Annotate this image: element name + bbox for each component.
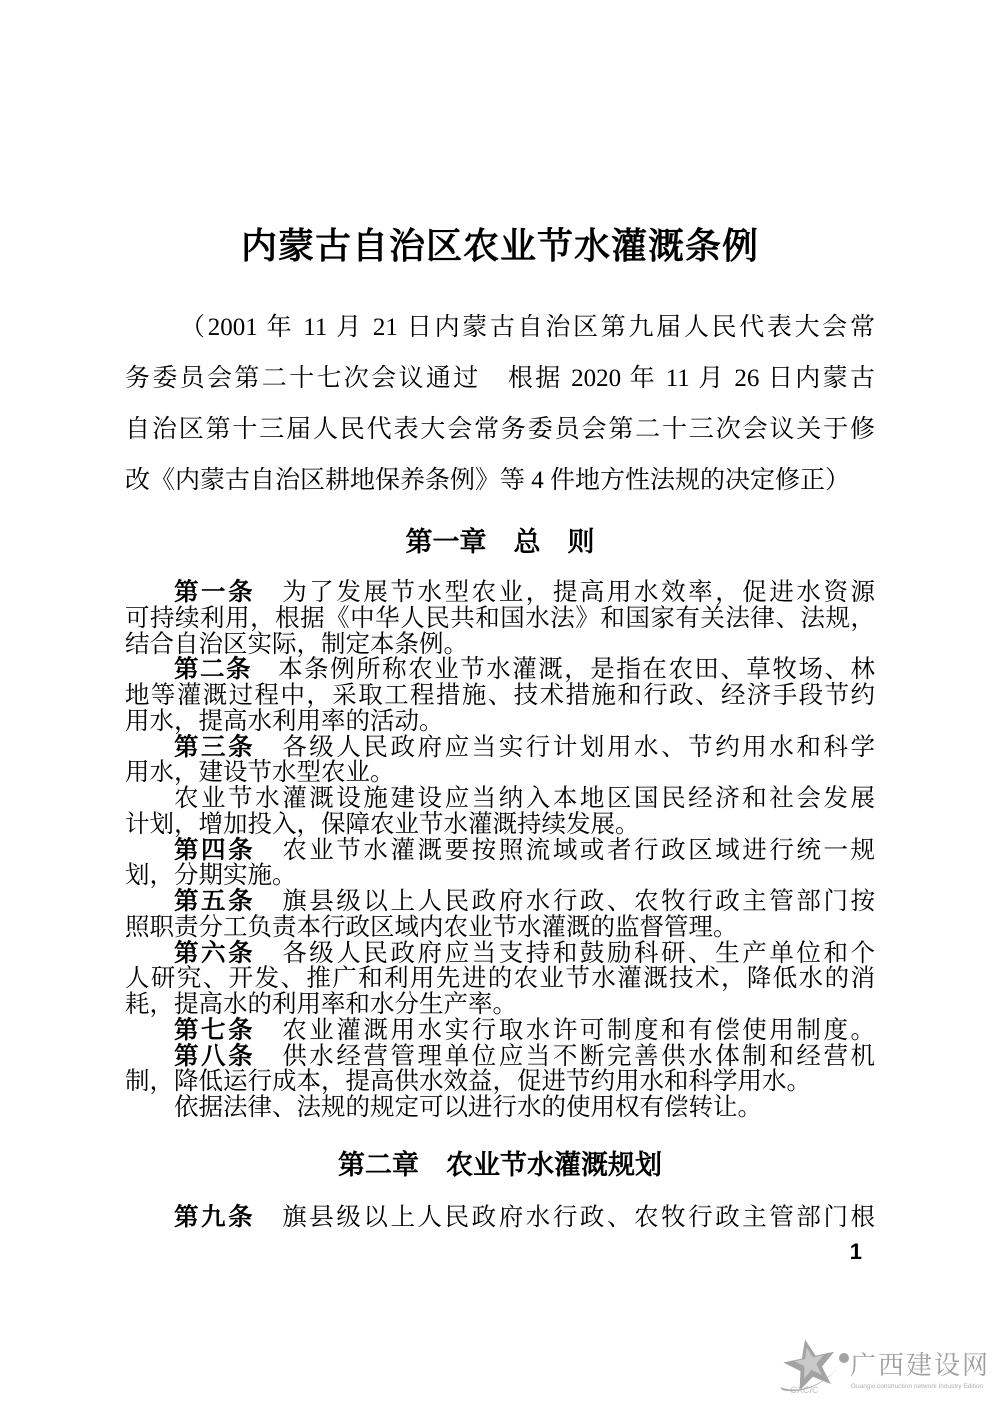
article-line-text: 农业节水灌溉要按照流域或者行政区域进行统一规 xyxy=(255,836,876,864)
article-line xyxy=(125,632,875,658)
article-line xyxy=(125,889,875,915)
article-line xyxy=(125,606,875,632)
article-line-text: 供水经营管理单位应当不断完善供水体制和经营机 xyxy=(255,1042,876,1070)
footer-logo xyxy=(768,1335,991,1399)
preamble xyxy=(125,302,875,506)
article-line-text: 可持续利用，根据《中华人民共和国水法》和国家有关法律、法规， xyxy=(125,604,875,632)
preamble-line: 自治区第十三届人民代表大会常务委员会第二十三次会议关于修 xyxy=(125,416,875,443)
article-line-text: 制，降低运行成本，提高供水效益，促进节约用水和科学用水。 xyxy=(125,1068,811,1096)
article-line-text: 依据法律、法规的规定可以进行水的使用权有偿转让。 xyxy=(174,1094,762,1121)
article-number: 第六条 xyxy=(174,939,256,967)
article-line-text: 照职责分工负责本行政区域内农业节水灌溉的监督管理。 xyxy=(125,913,738,941)
star-mark-text: GXCIC xyxy=(790,1385,819,1395)
article-line-text: 各级人民政府应当实行计划用水、节约用水和科学 xyxy=(255,733,876,761)
article-line xyxy=(125,838,875,864)
article-line xyxy=(125,992,875,1018)
page-title: 内蒙古自治区农业节水灌溉条例 xyxy=(240,225,759,266)
article-line xyxy=(125,657,875,683)
article-number: 第八条 xyxy=(174,1042,256,1070)
chapter-2-heading: 第二章 农业节水灌溉规划 xyxy=(338,1150,662,1180)
article-number: 第二条 xyxy=(174,656,253,684)
preamble-line: （2001 年 11 月 21 日内蒙古自治区第九届人民代表大会常 xyxy=(180,314,875,341)
article-line-text: 农业节水灌溉设施建设应当纳入本地区国民经济和社会发展 xyxy=(174,785,875,812)
article-line xyxy=(125,863,875,889)
logo-name: 广西建设网 xyxy=(850,1350,991,1380)
chapter-1-heading: 第一章 总 则 xyxy=(405,527,595,557)
article-line xyxy=(125,1069,875,1095)
article-line xyxy=(125,683,875,709)
article-line xyxy=(125,941,875,967)
article-line xyxy=(125,760,875,786)
article-number: 第九条 xyxy=(174,1204,256,1231)
article-line xyxy=(125,1205,875,1231)
article-line xyxy=(125,786,875,812)
article-line-text: 农业灌溉用水实行取水许可制度和有偿使用制度。 xyxy=(255,1016,876,1044)
preamble-line: 务委员会第二十七次会议通过 根据 2020 年 11 月 26 日内蒙古 xyxy=(125,365,875,392)
article-line-text: 旗县级以上人民政府水行政、农牧行政主管部门按 xyxy=(255,888,876,915)
page-number: 1 xyxy=(849,1239,862,1264)
article-line xyxy=(125,915,875,941)
article-line-text: 旗县级以上人民政府水行政、农牧行政主管部门根 xyxy=(255,1204,876,1231)
article-number: 第五条 xyxy=(174,888,256,915)
article-line-text: 各级人民政府应当支持和鼓励科研、生产单位和个 xyxy=(255,939,876,967)
article-line-text: 计划，增加投入，保障农业节水灌溉持续发展。 xyxy=(125,810,640,838)
article-line xyxy=(125,1095,875,1121)
star-icon xyxy=(776,1337,850,1397)
article-line xyxy=(125,709,875,735)
article-number: 第四条 xyxy=(174,836,256,864)
article-line xyxy=(125,966,875,992)
article-line xyxy=(125,735,875,761)
article-line-text: 用水，建设节水型农业。 xyxy=(125,759,395,787)
article-line-text: 为了发展节水型农业，提高用水效率，促进水资源 xyxy=(255,579,876,606)
article-line-text: 结合自治区实际，制定本条例。 xyxy=(125,630,468,658)
article-line xyxy=(125,812,875,838)
article-line-text: 人研究、开发、推广和利用先进的农业节水灌溉技术，降低水的消 xyxy=(125,965,875,993)
article-line-text: 地等灌溉过程中，采取工程措施、技术措施和行政、经济手段节约 xyxy=(125,682,875,709)
logo-subtitle: Guangxi construction network Industry Edition xyxy=(851,1383,984,1390)
article-number: 第一条 xyxy=(174,579,256,606)
article-line-text: 本条例所称农业节水灌溉，是指在农田、草牧场、林 xyxy=(252,656,876,684)
article-line xyxy=(125,1018,875,1044)
article-number: 第三条 xyxy=(174,733,256,761)
article-line-text: 用水，提高水利用率的活动。 xyxy=(125,707,444,735)
article-line-text: 耗，提高水的利用率和水分生产率。 xyxy=(125,991,517,1018)
article-line xyxy=(125,1044,875,1070)
article-line-text: 划，分期实施。 xyxy=(125,862,297,890)
articles-text xyxy=(125,580,875,1121)
article-number: 第七条 xyxy=(174,1016,256,1044)
preamble-line: 改《内蒙古自治区耕地保养条例》等 4 件地方性法规的决定修正） xyxy=(125,467,851,494)
article-line xyxy=(125,580,875,606)
